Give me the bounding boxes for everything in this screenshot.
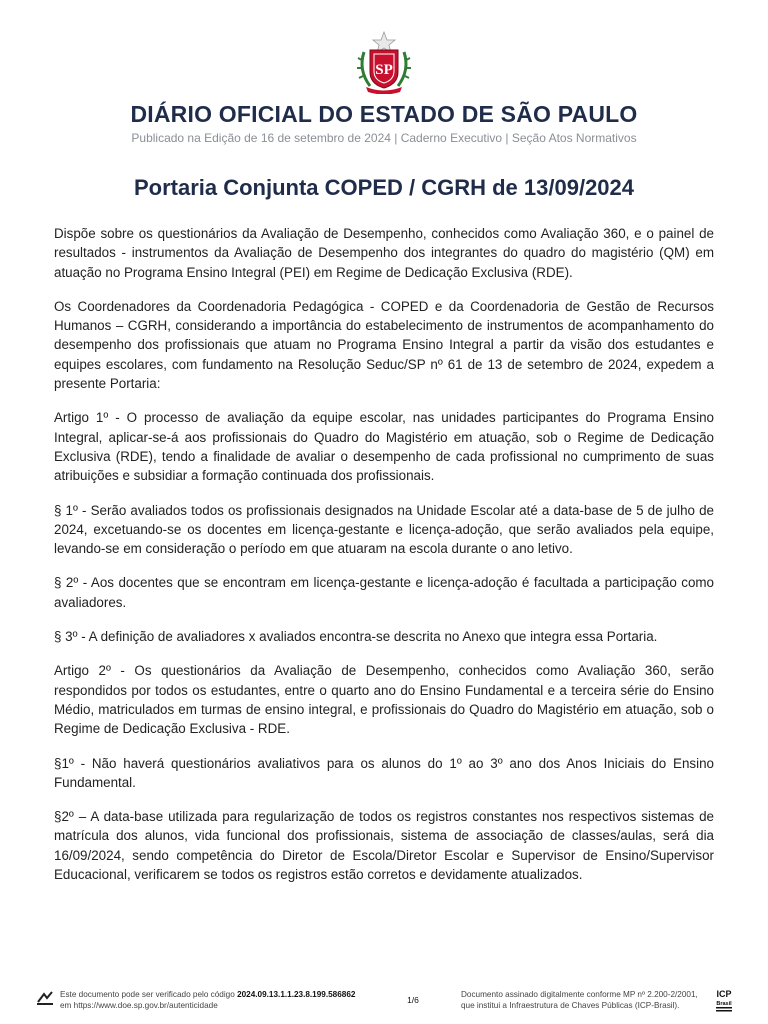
document-body [54,224,714,899]
digital-signature-notice [461,989,711,1011]
article-1-paragraph: Artigo 1º - O processo de avaliação da equipe escolar, nas unidades participantes do Programa Ensino Integral, aplicar-se-á aos profissionais do Quadro do Magistério em atuação, sob o Regime de Dedicação Exclusiva (RDE), tendo a finalidade de avaliar o desempenho de cada profissional no cumprimento de suas atribuições e subsidiar a formação continuada dos profissionais. [54,410,714,484]
masthead-title: DIÁRIO OFICIAL DO ESTADO DE SÃO PAULO [130,101,638,127]
verification-code: 2024.09.13.1.1.23.8.199.586862 [237,990,356,999]
verification-url[interactable]: em https://www.doe.sp.gov.br/autenticidade [60,1001,218,1010]
crest-letters: SP [375,62,393,78]
publication-info: Publicado na Edição de 16 de setembro de 2024 | Caderno Executivo | Seção Atos Normativos [131,131,637,145]
document-verification-icon [36,990,54,1006]
article-2-paragraph: Artigo 2º - Os questionários da Avaliação de Desempenho, conhecidos como Avaliação 360, serão respondidos por todos os estudantes, entre o quarto ano do Ensino Fundamental e a terceira série do Ensino Médio, matriculados em turmas de ensino integral, e profissionais do Quadro do Magistério em atuação, sob o Regime de Dedicação Exclusiva - RDE. [54,663,714,737]
svg-text:ICP: ICP [716,989,732,999]
article-1-section-3: § 3º - A definição de avaliadores x avaliados encontra-se descrita no Anexo que integra essa Portaria. [54,629,658,645]
article-1-section-2: § 2º - Aos docentes que se encontram em licença-gestante e licença-adoção é facultada a participação como avaliadores. [54,575,714,610]
document-title: Portaria Conjunta COPED / CGRH de 13/09/2024 [133,175,635,200]
summary-paragraph: Dispõe sobre os questionários da Avaliação de Desempenho, conhecidos como Avaliação 360, e o painel de resultados - instrumentos da Avaliação de Desempenho dos integrantes do quadro do magistério (QM) em atuação no Programa Ensino Integral (PEI) em Regime de Dedicação Exclusiva (RDE). [54,226,714,280]
svg-text:Brasil: Brasil [716,1001,732,1007]
article-2-section-1: §1º - Não haverá questionários avaliativos para os alunos do 1º ao 3º ano dos Anos Iniciais do Ensino Fundamental. [54,755,714,790]
article-2-section-2: §2º – A data-base utilizada para regularização de todos os registros constantes nos respectivos sistemas de matrícula dos alunos, vida funcional dos profissionais, sistema de associação de classes/aulas, será dia 16/09/2024, sendo competência do Diretor de Escola/Diretor Escolar e Supervisor de Ensino/Supervisor Educacional, verificarem se todos os registros estão corretos e devidamente atualizados. [54,809,714,883]
icp-brasil-logo-icon [713,987,735,1013]
verification-notice [60,989,390,1011]
page-footer [0,984,768,1024]
article-1-section-1: § 1º - Serão avaliados todos os profissionais designados na Unidade Escolar até a data-base de 5 de julho de 2024, excetuando-se os docentes em licença-gestante e licença-adoção, que serão avaliados pela equipe, levando-se em consideração o período em que atuaram na escola durante o ano letivo. [54,502,714,557]
sao-paulo-coat-of-arms-icon [354,30,414,94]
preamble-paragraph: Os Coordenadores da Coordenadoria Pedagógica - COPED e da Coordenadoria de Gestão de Recursos Humanos – CGRH, considerando a importância do estabelecimento de instrumentos de acompanhamento do desempenho dos profissionais que atuam no Programa Ensino Integral a partir da visão dos estudantes e equipes escolares, com fundamento na Resolução Seduc/SP nº 61 de 13 de setembro de 2024, expedem a presente Portaria: [54,298,714,392]
verification-prefix: Este documento pode ser verificado pelo código [60,990,238,999]
page-number: 1/6 [407,995,419,1005]
signature-line-1: Documento assinado digitalmente conforme MP nº 2.200-2/2001, [461,990,698,999]
signature-line-2: que institui a Infraestrutura de Chaves Públicas (ICP-Brasil). [461,1001,680,1010]
